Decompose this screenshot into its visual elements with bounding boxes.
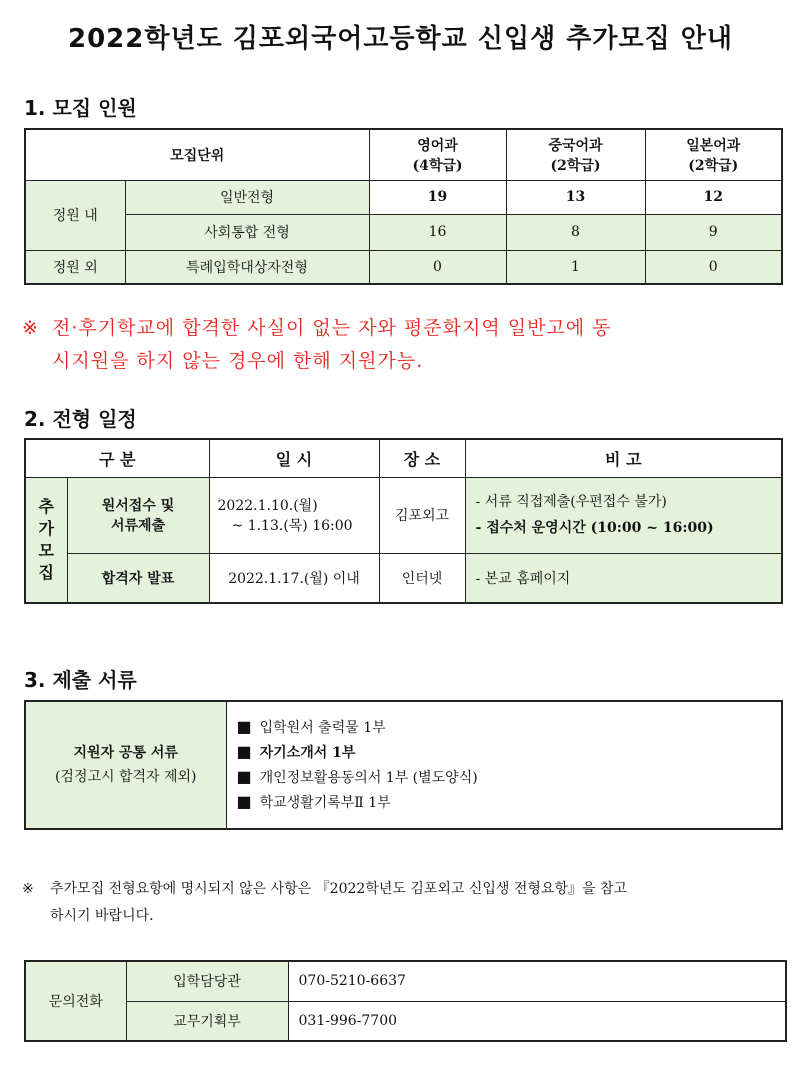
value-cell: 0: [369, 250, 506, 284]
section-heading-schedule: 2. 전형 일정: [24, 407, 137, 431]
group-label-additional: 추 가 모 집: [25, 477, 67, 603]
documents-list: [226, 701, 782, 829]
contact-phone: 031-996-7700: [288, 1001, 786, 1041]
header-category: 구 분: [25, 439, 209, 477]
header-place: 장 소: [379, 439, 465, 477]
group-label: 정원 외: [25, 250, 125, 284]
contact-dept: 입학담당관: [126, 961, 288, 1001]
type-cell: 특례입학대상자전형: [125, 250, 369, 284]
section-heading-recruitment: 1. 모집 인원: [24, 96, 137, 120]
value-cell: 9: [645, 214, 782, 250]
header-unit: 모집단위: [25, 129, 369, 180]
value-cell: 16: [369, 214, 506, 250]
value-cell: 0: [645, 250, 782, 284]
eligibility-notice: [22, 312, 792, 378]
reference-note: [22, 876, 792, 930]
section-heading-documents: 3. 제출 서류: [24, 668, 137, 692]
note-line-2: 하시기 바랍니다.: [50, 908, 154, 924]
header-datetime: 일 시: [209, 439, 379, 477]
header-chinese: 중국어과 (2학급): [506, 129, 645, 180]
schedule-remarks: - 본교 홈페이지: [465, 553, 782, 603]
list-item: ■ 자기소개서 1부: [236, 742, 356, 761]
contact-label: 문의전화: [25, 961, 126, 1041]
schedule-name: 원서접수 및 서류제출: [67, 477, 209, 553]
notice-line-1: 전·후기학교에 합격한 사실이 없는 자와 평준화지역 일반고에 동: [52, 317, 612, 339]
header-remarks: 비 고: [465, 439, 782, 477]
table-row: [25, 477, 782, 553]
schedule-name: 합격자 발표: [67, 553, 209, 603]
table-row: [25, 214, 782, 250]
table-row: [25, 180, 782, 214]
value-cell: 12: [645, 180, 782, 214]
value-cell: 1: [506, 250, 645, 284]
list-item: ■ 입학원서 출력물 1부: [236, 717, 386, 736]
contact-table: [24, 960, 787, 1042]
type-cell: 사회통합 전형: [125, 214, 369, 250]
bullet-square-icon: ■: [236, 767, 252, 786]
contact-phone: 070-5210-6637: [288, 961, 786, 1001]
bullet-square-icon: ■: [236, 792, 252, 811]
list-item: ■ 학교생활기록부Ⅱ 1부: [236, 792, 391, 811]
table-row: [25, 250, 782, 284]
schedule-table: [24, 438, 783, 604]
value-cell: 8: [506, 214, 645, 250]
group-label: 정원 내: [25, 180, 125, 250]
notice-line-2: 시지원을 하지 않는 경우에 한해 지원가능.: [52, 350, 424, 372]
value-cell: 19: [369, 180, 506, 214]
bullet-square-icon: ■: [236, 717, 252, 736]
schedule-place: 김포외고: [379, 477, 465, 553]
notice-mark: ※: [22, 317, 39, 339]
recruitment-table: [24, 128, 783, 285]
page-title: 2022학년도 김포외국어고등학교 신입생 추가모집 안내: [67, 24, 733, 54]
header-japanese: 일본어과 (2학급): [645, 129, 782, 180]
schedule-date: 2022.1.10.(월) ~ 1.13.(목) 16:00: [209, 477, 379, 553]
schedule-remarks: - 서류 직접제출(우편접수 불가) - 접수처 운영시간 (10:00 ~ 16:00): [465, 477, 782, 553]
list-item: ■ 개인정보활용동의서 1부 (별도양식): [236, 767, 478, 786]
bullet-square-icon: ■: [236, 742, 252, 761]
table-row: [25, 553, 782, 603]
note-line-1: 추가모집 전형요항에 명시되지 않은 사항은 『2022학년도 김포외고 신입생 전형요항』을 참고: [50, 881, 628, 897]
type-cell: 일반전형: [125, 180, 369, 214]
schedule-place: 인터넷: [379, 553, 465, 603]
note-mark: ※: [22, 881, 34, 897]
header-english: 영어과 (4학급): [369, 129, 506, 180]
documents-table: [24, 700, 783, 830]
contact-dept: 교무기획부: [126, 1001, 288, 1041]
value-cell: 13: [506, 180, 645, 214]
documents-label: 지원자 공통 서류 (검정고시 합격자 제외): [25, 701, 226, 829]
schedule-date: 2022.1.17.(월) 이내: [209, 553, 379, 603]
